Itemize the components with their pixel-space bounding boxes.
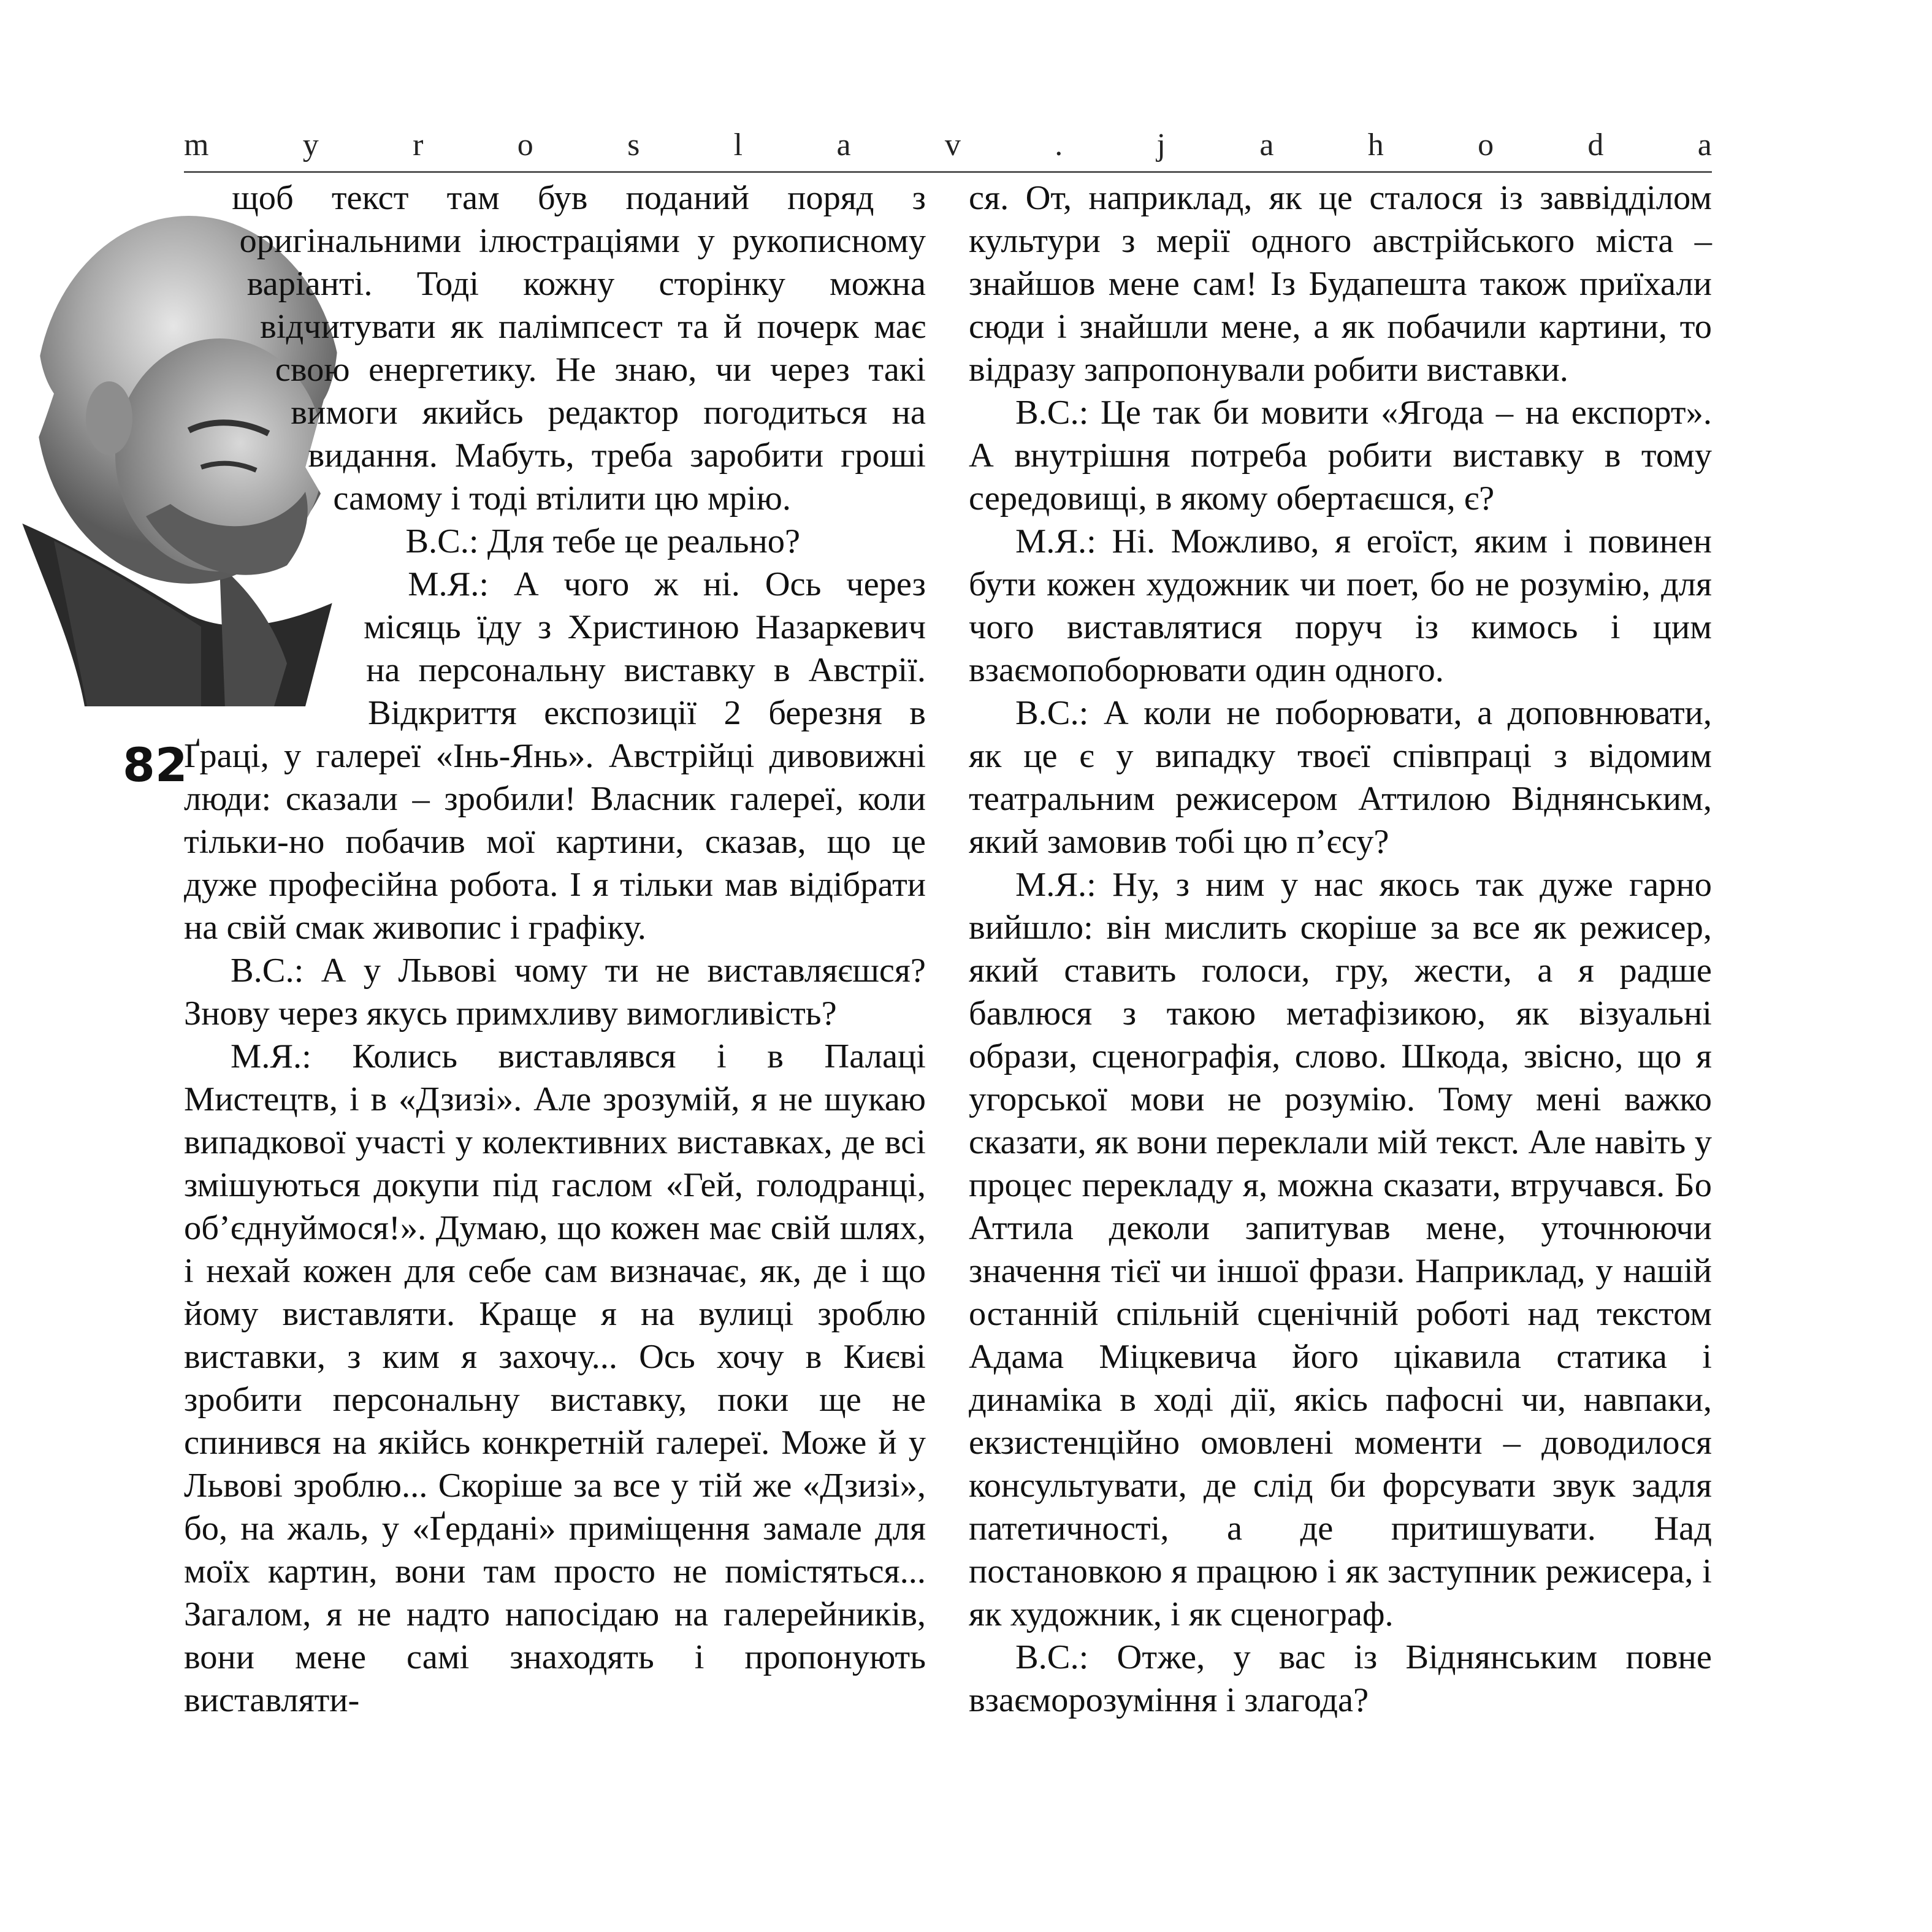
running-header bbox=[184, 120, 1712, 163]
paragraph: В.С.: Для тебе це реально? bbox=[405, 522, 801, 560]
paragraph: М.Я.: Ні. Можливо, я егоїст, яким і повинен бути кожен художник чи поет, бо не розумію, для чого виставлятися поруч із кимось і цим взаємопоборювати один одного. bbox=[969, 522, 1712, 689]
header-letter: v bbox=[944, 128, 961, 162]
paragraph: В.С.: А у Львові чому ти не виставляєшся? Знову через якусь примхливу вимогливість? bbox=[184, 952, 926, 1033]
paragraph: В.С.: А коли не поборювати, а доповнювати, як це є у випадку твоєї співпраці з відомим театральним режисером Аттилою Віднянським, який замовив тобі цю п’єсу? bbox=[969, 694, 1712, 861]
header-letter: . bbox=[1055, 128, 1063, 162]
header-letter: a bbox=[1697, 128, 1712, 162]
header-letter: l bbox=[733, 128, 743, 162]
header-rule bbox=[184, 171, 1712, 173]
header-letter: d bbox=[1587, 128, 1604, 162]
paragraph: щоб текст там був поданий поряд з оригінальними ілюстраціями у рукописному варіанті. Тоді кожну сторінку можна відчитувати як палімпсест та й почерк має свою енергетику. Не знаю, чи через такі вимоги якийсь редактор погодиться на видання. Мабуть, треба заробити гроші самому і тоді втілити цю мрію. bbox=[232, 179, 926, 517]
header-letter: j bbox=[1156, 128, 1166, 162]
left-text-column bbox=[184, 177, 926, 1722]
header-letter: o bbox=[517, 128, 533, 162]
paragraph: В.С.: Це так би мовити «Ягода – на експорт». А внутрішня потреба робити виставку в тому середовищі, в якому обертаєшся, є? bbox=[969, 394, 1712, 517]
header-letter: a bbox=[1259, 128, 1274, 162]
header-letter: r bbox=[413, 128, 424, 162]
header-letter: m bbox=[184, 128, 209, 162]
header-letter: s bbox=[627, 128, 640, 162]
header-letter: y bbox=[302, 128, 319, 162]
paragraph: М.Я.: А чого ж ні. Ось через місяць їду з Христиною Назаркевич на персональну виставку в Австрії. Відкриття експозиції 2 березня в Ґраці, у галереї «Інь-Янь». Австрійці дивовижні люди: сказали – зробили! Власник галереї, коли тільки-но побачив мої картини, сказав, що це дуже професійна робота. І я тільки мав відібрати на свій смак живопис і графіку. bbox=[184, 565, 926, 947]
page-number: 82 bbox=[123, 738, 188, 792]
header-letter: a bbox=[836, 128, 851, 162]
header-letter: o bbox=[1478, 128, 1494, 162]
paragraph: М.Я.: Ну, з ним у нас якось так дуже гарно вийшло: він мислить скоріше за все як режисер, який ставить голоси, гру, жести, а я радше бавлюся з такою метафізикою, як візуальні образи, сценографія, слово. Шкода, звісно, що я угорської мови не розумію. Тому мені важко сказати, як вони переклали мій текст. Але навіть у процес перекладу я, можна сказати, втручався. Бо Аттила деколи запитував мене, уточнюючи значення тієї чи іншої фрази. Наприклад, у нашій останній спільній сценічній роботі над текстом Адама Міцкевича його цікавила статика і динаміка в ході дії, якісь пафосні чи, навпаки, екзистенційно омовлені моменти – доводилося консультувати, де слід би форсувати звук задля патетичності, а де притишувати. Над постановкою я працюю і як заступник режисера, і як художник, і як сценограф. bbox=[969, 866, 1712, 1633]
paragraph: М.Я.: Колись виставлявся і в Палаці Мистецтв, і в «Дзизі». Але зрозумій, я не шукаю випадкової участі у колективних виставках, де всі змішуються докупи під гаслом «Гей, голодранці, об’єднуймося!». Думаю, що кожен має свій шлях, і нехай кожен для себе сам визначає, як, де і що йому виставляти. Краще я на вулиці зроблю виставки, з ким я захочу... Ось хочу в Києві зробити персональну виставку, поки ще не спинився на якійсь конкретній галереї. Може й у Львові зроблю... Скоріше за все у тій же «Дзизі», бо, на жаль, у «Ґердані» приміщення замале для моїх картин, вони там просто не помістяться... Загалом, я не надто напосідаю на галерейників, вони мене самі знаходять і пропонують виставляти- bbox=[184, 1037, 926, 1719]
paragraph: В.С.: Отже, у вас із Віднянським повне взаєморозуміння і злагода? bbox=[969, 1638, 1712, 1719]
right-text-column bbox=[969, 177, 1712, 1722]
paragraph: ся. От, наприклад, як це сталося із заввідділом культури з мерії одного австрійського міста – знайшов мене сам! Із Будапешта також приїхали сюди і знайшли мене, а як побачили картини, то відразу запропонували робити виставки. bbox=[969, 179, 1712, 389]
header-letter: h bbox=[1367, 128, 1384, 162]
